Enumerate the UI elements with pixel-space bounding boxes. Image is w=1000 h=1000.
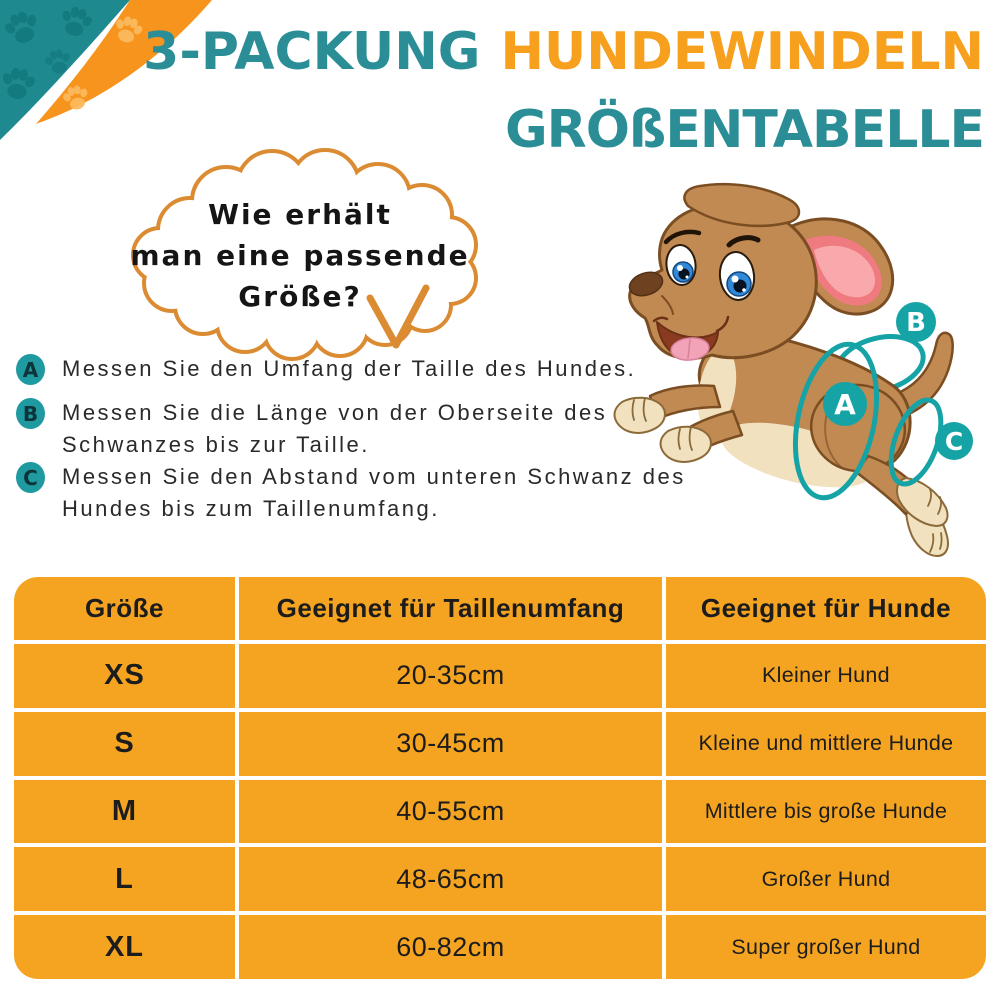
marker-c-badge [935, 422, 973, 460]
instruction-c-text [62, 461, 686, 525]
size-table-header-dogs: Geeignet für Hunde [666, 577, 986, 640]
marker-a-label: A [834, 388, 856, 421]
table-cell-dogs-m: Mittlere bis große Hunde [666, 780, 986, 844]
speech-bubble [123, 145, 488, 363]
table-cell-dogs-s: Kleine und mittlere Hunde [666, 712, 986, 776]
instruction-b-badge: B [16, 398, 45, 429]
instruction-b-text [62, 397, 607, 461]
bubble-line-1: Wie erhält [208, 198, 392, 231]
instruction-b-line-1: Messen Sie die Länge von der Oberseite des [62, 400, 608, 425]
dog-front-paw-2 [661, 427, 711, 462]
instruction-c-badge: C [16, 462, 45, 493]
instruction-c [16, 461, 686, 525]
bubble-line-2: man eine passende [130, 239, 470, 272]
table-cell-waist-m: 40-55cm [239, 780, 662, 844]
marker-a-badge [823, 382, 867, 426]
marker-b-label: B [906, 308, 926, 338]
table-cell-dogs-l: Großer Hund [666, 847, 986, 911]
table-cell-waist-s: 30-45cm [239, 712, 662, 776]
table-cell-waist-xs: 20-35cm [239, 644, 662, 708]
instruction-b-line-2: Schwanzes bis zur Taille. [62, 432, 370, 457]
table-cell-size-xl: XL [14, 915, 235, 979]
instruction-c-line-1: Messen Sie den Abstand vom unteren Schwanz des [62, 464, 686, 489]
table-cell-waist-l: 48-65cm [239, 847, 662, 911]
subtitle-size-chart: GRÖßENTABELLE [505, 100, 984, 160]
table-cell-waist-xl: 60-82cm [239, 915, 662, 979]
table-cell-dogs-xs: Kleiner Hund [666, 644, 986, 708]
instruction-a-text [62, 353, 636, 385]
instruction-b [16, 397, 607, 461]
table-cell-size-xs: XS [14, 644, 235, 708]
table-cell-size-s: S [14, 712, 235, 776]
main-title [143, 22, 984, 82]
marker-b-badge [896, 302, 936, 342]
table-cell-size-m: M [14, 780, 235, 844]
title-product: HUNDEWINDELN [500, 22, 984, 82]
dog-front-paw-1 [615, 398, 665, 433]
size-table-header-size: Größe [14, 577, 235, 640]
instruction-a [16, 353, 636, 385]
instruction-c-line-2: Hundes bis zum Taillenumfang. [62, 496, 440, 521]
size-table-header-waist: Geeignet für Taillenumfang [239, 577, 662, 640]
bubble-line-3: Größe? [238, 280, 362, 313]
instruction-a-line-1: Messen Sie den Umfang der Taille des Hundes. [62, 356, 637, 381]
title-pack-count: 3-PACKUNG [143, 22, 481, 82]
table-cell-size-l: L [14, 847, 235, 911]
table-cell-dogs-xl: Super großer Hund [666, 915, 986, 979]
marker-c-label: C [944, 427, 964, 456]
instruction-a-badge: A [16, 354, 45, 385]
size-table [14, 577, 986, 979]
